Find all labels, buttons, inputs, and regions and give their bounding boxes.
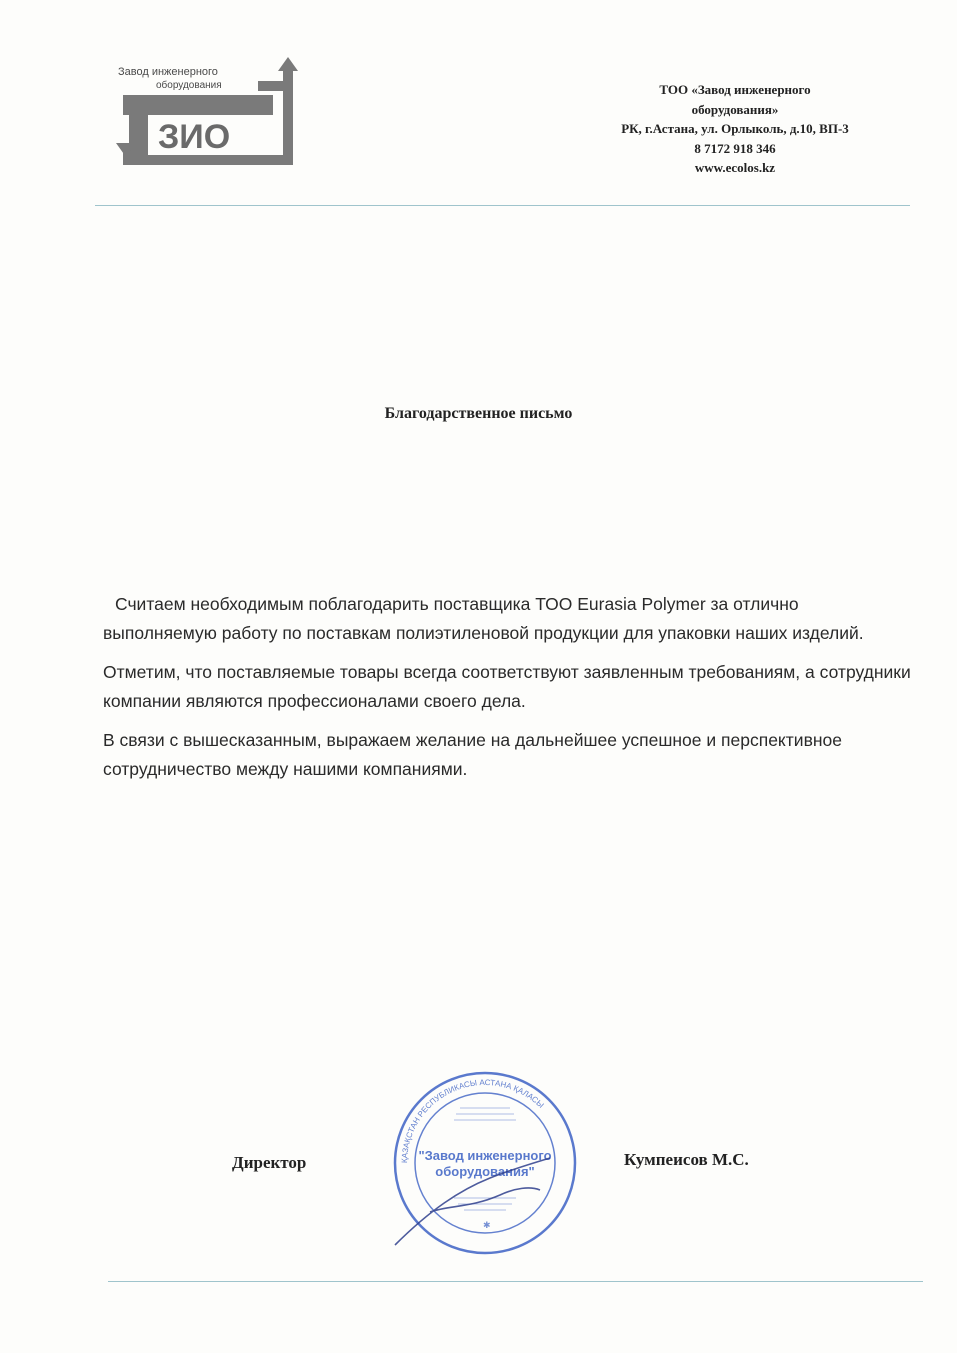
company-name-line-1: ТОО «Завод инженерного (659, 82, 811, 97)
letter-paragraph-2: Отметим, что поставляемые товары всегда соответствуют заявленным требованиям, а сотрудники компании являются профессионалами своего дела. (103, 662, 911, 711)
header-divider (95, 205, 910, 206)
company-address: РК, г.Астана, ул. Орлыколь, д.10, ВП-3 (621, 121, 849, 136)
seal-center-text-2: оборудования" (435, 1164, 535, 1179)
signatory-role: Директор (232, 1153, 307, 1172)
logo-line-1: Завод инженерного (118, 66, 218, 78)
seal-center-text-1: "Завод инженерного (418, 1148, 552, 1163)
footer-divider (108, 1281, 923, 1282)
svg-text:✱: ✱ (483, 1220, 491, 1230)
letter-paragraph-3: В связи с вышесказанным, выражаем желание на дальнейшее успешное и перспективное сотрудничество между нашими компаниями. (103, 730, 842, 779)
handwritten-signature (390, 1150, 560, 1250)
signatory-name: Кумпеисов М.С. (624, 1150, 749, 1169)
company-name-line-2: оборудования» (691, 101, 779, 117)
company-logo (108, 55, 308, 175)
logo-line-2: оборудования (156, 80, 222, 91)
letter-title: Благодарственное письмо (384, 405, 573, 422)
company-website: www.ecolos.kz (694, 160, 776, 175)
letter-body (103, 590, 913, 794)
company-phone: 8 7172 918 346 (694, 140, 776, 156)
seal-outer-ring-text: ҚАЗАҚСТАН РЕСПУБЛИКАСЫ АСТАНА ҚАЛАСЫ (399, 1077, 546, 1164)
company-details (580, 80, 890, 178)
letter-paragraph-1: Считаем необходимым поблагодарить поставщика ТОО Eurasia Polymer за отлично выполняемую работу по поставкам полиэтиленовой продукции для упаковки наших изделий. (103, 594, 864, 643)
logo-abbr: ЗИО (158, 118, 231, 156)
